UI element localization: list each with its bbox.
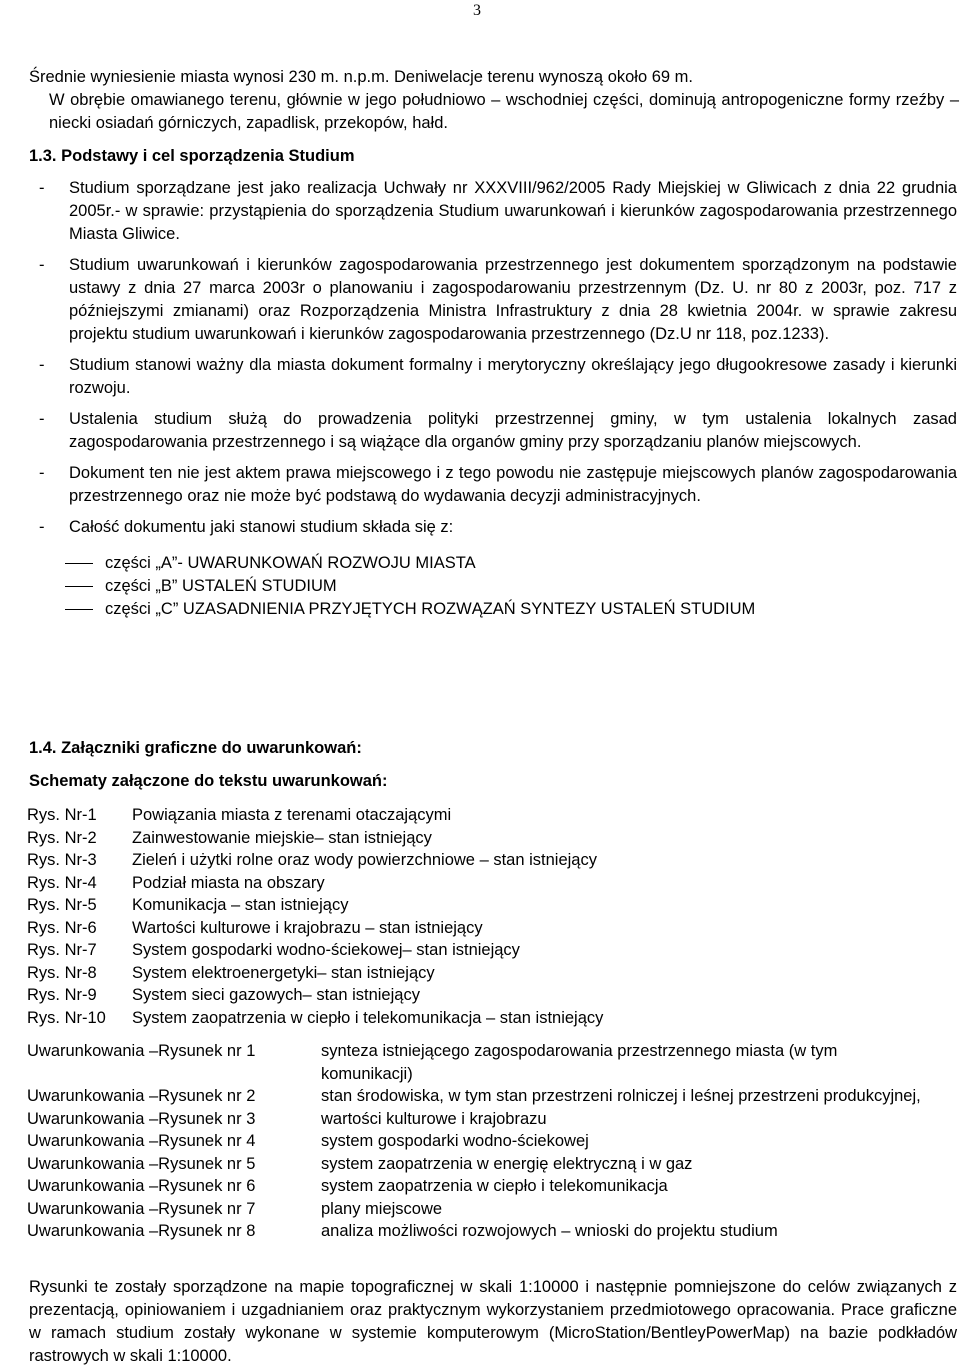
document-part-item [65, 575, 957, 598]
bullet-text: Studium sporządzane jest jako realizacja Uchwały nr XXXVIII/962/2005 Rady Miejskiej w Gliwicach z dnia 22 grudnia 2005r.- w sprawie: przystąpienia do sporządzenia Studium uwarunkowań i kierunków zagospodarowania przestrzennego Miasta Gliwice. [69, 179, 957, 243]
schemat-description: System zaopatrzenia w ciepło i telekomunikacja – stan istniejący [132, 1008, 604, 1027]
document-part-label: części „C” UZASADNIENIA PRZYJĘTYCH ROZWĄZAŃ SYNTEZY USTALEŃ STUDIUM [105, 600, 756, 618]
uwarunkowania-number: Uwarunkowania –Rysunek nr 3 [27, 1109, 256, 1128]
uwarunkowania-description: wartości kulturowe i krajobrazu [321, 1109, 547, 1128]
uwarunkowania-row [27, 1153, 927, 1176]
intro-line-1: Średnie wyniesienie miasta wynosi 230 m. n.p.m. Deniwelacje terenu wynoszą około 69 m. [29, 68, 693, 86]
schemat-description: Zieleń i użytki rolne oraz wody powierzchniowe – stan istniejący [132, 851, 597, 869]
schemat-description: Wartości kulturowe i krajobrazu – stan istniejący [132, 918, 483, 937]
bullet-dash: - [39, 179, 45, 197]
uwarunkowania-description: plany miejscowe [321, 1199, 443, 1218]
schemat-number: Rys. Nr-1 [27, 806, 97, 824]
section-heading-1-3: 1.3. Podstawy i cel sporządzenia Studium [29, 147, 355, 165]
schemat-number: Rys. Nr-5 [27, 896, 97, 914]
uwarunkowania-row [27, 1130, 927, 1153]
document-part-label: części „B” USTALEŃ STUDIUM [105, 577, 337, 595]
bullet-item [39, 177, 957, 246]
bullet-text: Ustalenia studium służą do prowadzenia polityki przestrzennej gminy, w tym ustalenia lokalnych zasad zagospodarowania przestrzennego i są wiążące dla organów gminy przy sporządzaniu planów miejscowych. [69, 410, 957, 451]
document-part-item [65, 598, 957, 621]
uwarunkowania-number: Uwarunkowania –Rysunek nr 7 [27, 1199, 256, 1218]
bullet-item [39, 516, 957, 539]
document-parts-list [39, 552, 957, 621]
bullet-text: Dokument ten nie jest aktem prawa miejscowego i z tego powodu nie zastępuje miejscowych planów zagospodarowania przestrzennego oraz nie może być podstawą do wydawania decyzji administracyjnych. [69, 464, 957, 505]
uwarunkowania-row [27, 1040, 927, 1085]
schemat-description: Powiązania miasta z terenami otaczającymi [132, 806, 452, 824]
schemat-description: Zainwestowanie miejskie– stan istniejący [132, 828, 432, 847]
schemat-row [27, 804, 603, 827]
uwarunkowania-number: Uwarunkowania –Rysunek nr 2 [27, 1087, 256, 1105]
schemat-number: Rys. Nr-8 [27, 963, 97, 982]
schemat-number: Rys. Nr-2 [27, 828, 97, 847]
intro-line-2: W obrębie omawianego terenu, głównie w jego południowo – wschodniej części, dominują antropogeniczne formy rzeźby – niecki osiadań górniczych, zapadlisk, przekopów, hałd. [49, 91, 959, 132]
section-heading-1-4: 1.4. Załączniki graficzne do uwarunkowań: [29, 739, 362, 757]
dash-line [65, 586, 93, 587]
schemat-row [27, 917, 603, 940]
schemat-number: Rys. Nr-4 [27, 873, 97, 892]
schemat-row [27, 849, 603, 872]
dash-line [65, 609, 93, 610]
closing-paragraph: Rysunki te zostały sporządzone na mapie topograficznej w skali 1:10000 i następnie pomniejszone do celów związanych z prezentacją, opiniowaniem i uzgadnianiem oraz praktycznym wykorzystaniem przedmiotowego opracowania. Prace graficzne w ramach studium zostały wykonane w systemie komputerowym (MicroStation/BentleyPowerMap) na bazie podkładów rastrowych w skali 1:10000. [29, 1278, 957, 1365]
dash-line [65, 563, 93, 564]
bullet-dash: - [39, 464, 45, 482]
bullet-text: Studium stanowi ważny dla miasta dokument formalny i merytoryczny określający jego długookresowe zasady i kierunki rozwoju. [69, 356, 957, 397]
uwarunkowania-description: stan środowiska, w tym stan przestrzeni rolniczej i leśnej przestrzeni produkcyjnej, [321, 1087, 921, 1105]
uwarunkowania-number: Uwarunkowania –Rysunek nr 8 [27, 1222, 256, 1240]
bullet-dash: - [39, 518, 45, 536]
uwarunkowania-number: Uwarunkowania –Rysunek nr 5 [27, 1154, 256, 1173]
bullet-dash: - [39, 256, 45, 274]
schemat-row [27, 984, 603, 1007]
uwarunkowania-row [27, 1108, 927, 1131]
uwarunkowania-number: Uwarunkowania –Rysunek nr 1 [27, 1042, 256, 1060]
uwarunkowania-description: analiza możliwości rozwojowych – wnioski do projektu studium [321, 1222, 778, 1240]
bullet-item [39, 354, 957, 400]
uwarunkowania-description: system zaopatrzenia w ciepło i telekomunikacja [321, 1177, 668, 1195]
bullet-item [39, 254, 957, 346]
schemat-row [27, 1007, 603, 1030]
bullet-dash: - [39, 410, 45, 428]
schemat-row [27, 939, 603, 962]
schematy-subheading: Schematy załączone do tekstu uwarunkowań: [29, 772, 388, 790]
bullet-dash: - [39, 356, 45, 374]
schemat-number: Rys. Nr-3 [27, 851, 97, 869]
page-number: 3 [473, 2, 481, 19]
bullet-text: Studium uwarunkowań i kierunków zagospodarowania przestrzennego jest dokumentem sporządzonym na podstawie ustawy z dnia 27 marca 2003r o planowaniu i zagospodarowaniu przestrzennym (Dz. U. nr 80 z 2003r, poz. 717 z późniejszymi zmianami) oraz Rozporządzenia Ministra Infrastruktury z dnia 28 kwietnia 2004r. w sprawie zakresu projektu studium uwarunkowań i kierunków zagospodarowania przestrzennego (Dz.U nr 118, poz.1233). [69, 256, 957, 343]
uwarunkowania-description: synteza istniejącego zagospodarowania przestrzennego miasta (w tym komunikacji) [321, 1042, 838, 1083]
bullet-item [39, 408, 957, 454]
uwarunkowania-row [27, 1175, 927, 1198]
schematy-list [27, 804, 603, 1029]
schemat-number: Rys. Nr-10 [27, 1008, 106, 1027]
schemat-description: Komunikacja – stan istniejący [132, 896, 349, 914]
schemat-row [27, 872, 603, 895]
bullet-text: Całość dokumentu jaki stanowi studium składa się z: [69, 518, 454, 536]
section-1-3-bullet-list [39, 177, 957, 621]
intro-paragraph [29, 66, 959, 135]
bullet-item [39, 462, 957, 508]
uwarunkowania-row [27, 1198, 927, 1221]
document-part-label: części „A”- UWARUNKOWAŃ ROZWOJU MIASTA [105, 554, 476, 572]
uwarunkowania-row [27, 1220, 927, 1243]
schemat-number: Rys. Nr-7 [27, 941, 97, 959]
schemat-number: Rys. Nr-9 [27, 986, 97, 1004]
schemat-row [27, 827, 603, 850]
schemat-description: System sieci gazowych– stan istniejący [132, 986, 420, 1004]
schemat-description: Podział miasta na obszary [132, 873, 325, 892]
document-part-item [65, 552, 957, 575]
schemat-row [27, 894, 603, 917]
uwarunkowania-description: system zaopatrzenia w energię elektryczną i w gaz [321, 1154, 693, 1173]
uwarunkowania-number: Uwarunkowania –Rysunek nr 4 [27, 1132, 256, 1150]
uwarunkowania-description: system gospodarki wodno-ściekowej [321, 1132, 589, 1150]
uwarunkowania-number: Uwarunkowania –Rysunek nr 6 [27, 1177, 256, 1195]
schemat-description: System gospodarki wodno-ściekowej– stan istniejący [132, 941, 520, 959]
schemat-description: System elektroenergetyki– stan istniejący [132, 963, 435, 982]
uwarunkowania-row [27, 1085, 927, 1108]
schemat-number: Rys. Nr-6 [27, 918, 97, 937]
uwarunkowania-list [27, 1040, 927, 1243]
schemat-row [27, 962, 603, 985]
